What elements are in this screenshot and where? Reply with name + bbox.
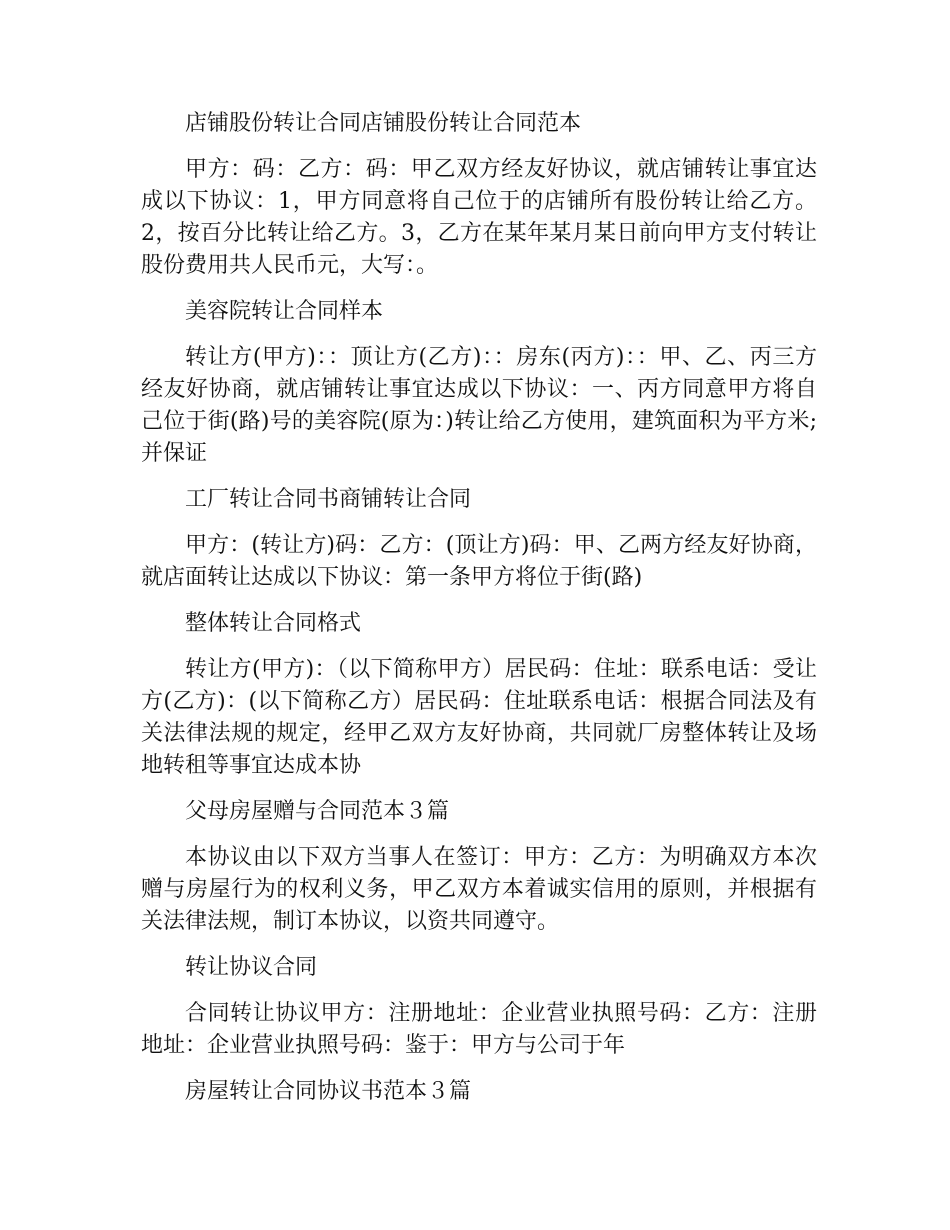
section-title: 父母房屋赠与合同范本３篇 [185,799,450,824]
section-body: 转让方(甲方)：：顶让方(乙方)：：房东(丙方)：：甲、乙、丙三方经友好协商，就店铺转让事宜达成以下协议：一、丙方同意甲方将自己位于街(路)号的美容院(原为：)转让给乙方使用，建筑面积为平方米;并保证 [141,345,817,466]
section-body: 转让方(甲方)：（以下简称甲方）居民码：住址：联系电话：受让方(乙方)：(以下简称乙方）居民码：住址联系电话：根据合同法及有关法律法规的规定，经甲乙双方友好协商，共同就厂房整体转让及场地转租等事宜达成本协 [141,657,817,778]
section-body: 甲方：(转让方)码：乙方：(顶让方)码：甲、乙两方经友好协商，就店面转让达成以下协议：第一条甲方将位于街(路) [141,533,817,590]
section-title: 店铺股份转让合同店铺股份转让合同范本 [185,111,582,136]
section-title: 转让协议合同 [185,955,318,980]
document-content [141,108,817,1122]
section-body: 甲方：码：乙方：码：甲乙双方经友好协议，就店铺转让事宜达成以下协议：1，甲方同意将自己位于的店铺所有股份转让给乙方。2，按百分比转让给乙方。3，乙方在某年某月某日前向甲方支付转让股份费用共人民币元，大写：。 [141,157,817,278]
section-title: 美容院转让合同样本 [185,299,384,324]
section-title: 房屋转让合同协议书范本３篇 [185,1079,472,1104]
section-title: 整体转让合同格式 [185,611,362,636]
section-title: 工厂转让合同书商铺转让合同 [185,487,472,512]
section-body: 本协议由以下双方当事人在签订：甲方：乙方：为明确双方本次赠与房屋行为的权利义务，甲乙双方本着诚实信用的原则，并根据有关法律法规，制订本协议，以资共同遵守。 [141,845,817,934]
section-body: 合同转让协议甲方：注册地址：企业营业执照号码：乙方：注册地址：企业营业执照号码：鉴于：甲方与公司于年 [141,1001,817,1058]
